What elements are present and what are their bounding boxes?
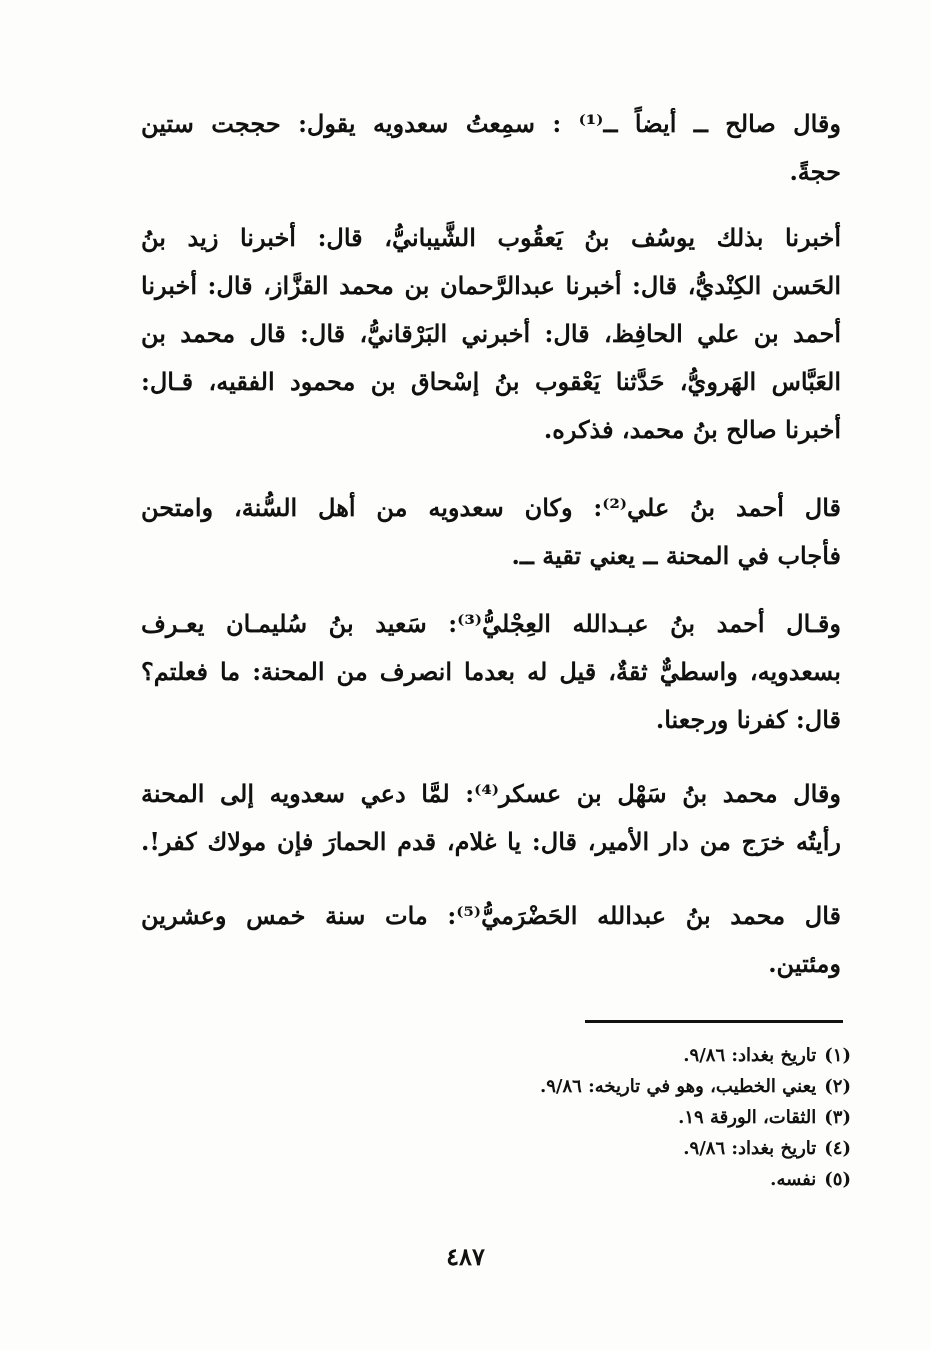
paragraph-1 xyxy=(141,100,841,196)
text-line: أحمد بن علي الحافِظ، قال: أخبرني البَرْقانيُّ، قال: قال محمد بن xyxy=(141,319,841,348)
page-number: ٤٨٧ xyxy=(446,1242,485,1271)
footnote-text: الثقات، الورقة ١٩. xyxy=(678,1107,817,1128)
text-line: وقـال أحمد بنُ عبـدالله العِجْليُّ⁽³⁾: سَعيد بنُ سُليمـان يعـرف xyxy=(141,609,841,638)
footnote-1 xyxy=(351,1040,851,1071)
paragraph-5 xyxy=(141,770,841,866)
footnote-4 xyxy=(351,1133,851,1164)
footnote-number: (٥) xyxy=(824,1169,851,1190)
text-line: أخبرنا صالح بنُ محمد، فذكره. xyxy=(543,415,841,444)
text-line: فأجاب في المحنة ــ يعني تقية ــ. xyxy=(511,541,841,570)
footnote-number: (٤) xyxy=(824,1138,851,1159)
text-line: رأيتُه خرَج من دار الأمير، قال: يا غلام، قدم الحمارَ فإن مولاك كفر!. xyxy=(141,827,841,856)
footnote-5 xyxy=(351,1164,851,1195)
text-line: قال: كفرنا ورجعنا. xyxy=(655,705,841,734)
paragraph-4 xyxy=(141,600,841,744)
footnote-2 xyxy=(351,1071,851,1102)
text-line: قال محمد بنُ عبدالله الحَضْرَميُّ⁽⁵⁾: مات سنة خمس وعشرين xyxy=(141,901,841,930)
footnote-text: يعني الخطيب، وهو في تاريخه: ٩/٨٦. xyxy=(539,1076,817,1097)
footnote-number: (٣) xyxy=(824,1107,851,1128)
footnote-3 xyxy=(351,1102,851,1133)
text-line: العَبَّاس الهَرويُّ، حَدَّثنا يَعْقوب بنُ إسْحاق بن محمود الفقيه، قـال: xyxy=(141,367,841,396)
footnote-text: تاريخ بغداد: ٩/٨٦. xyxy=(683,1138,817,1159)
footnote-number: (٢) xyxy=(824,1076,851,1097)
footnotes xyxy=(351,1040,851,1195)
text-line: حجةً. xyxy=(789,157,841,186)
text-line: وقال صالح ــ أيضاً ــ⁽¹⁾ : سمِعتُ سعدويه يقول: حججت ستين xyxy=(141,109,841,138)
paragraph-2 xyxy=(141,214,841,454)
text-line: وقال محمد بنُ سَهْل بن عسكر⁽⁴⁾: لمَّا دعي سعدويه إلى المحنة xyxy=(141,779,841,808)
paragraph-6 xyxy=(141,892,841,988)
text-line: ومئتين. xyxy=(768,949,841,978)
footnote-text: تاريخ بغداد: ٩/٨٦. xyxy=(683,1045,817,1066)
text-line: الحَسن الكِنْديُّ، قال: أخبرنا عبدالرَّحمان بن محمد القزَّاز، قال: أخبرنا xyxy=(141,271,842,300)
text-line: قال أحمد بنُ علي⁽²⁾: وكان سعدويه من أهل السُّنة، وامتحن xyxy=(141,493,841,522)
footnote-text: نفسه. xyxy=(770,1169,817,1190)
text-line: بسعدويه، واسطيٌّ ثقةٌ، قيل له بعدما انصرف من المحنة: ما فعلتم؟ xyxy=(141,657,841,686)
paragraph-3 xyxy=(141,484,841,580)
text-line: أخبرنا بذلك يوسُف بنُ يَعقُوب الشَّيبانيُّ، قال: أخبرنا زيد بنُ xyxy=(141,223,841,252)
footnote-number: (١) xyxy=(824,1045,851,1066)
footnote-separator xyxy=(585,1020,843,1023)
